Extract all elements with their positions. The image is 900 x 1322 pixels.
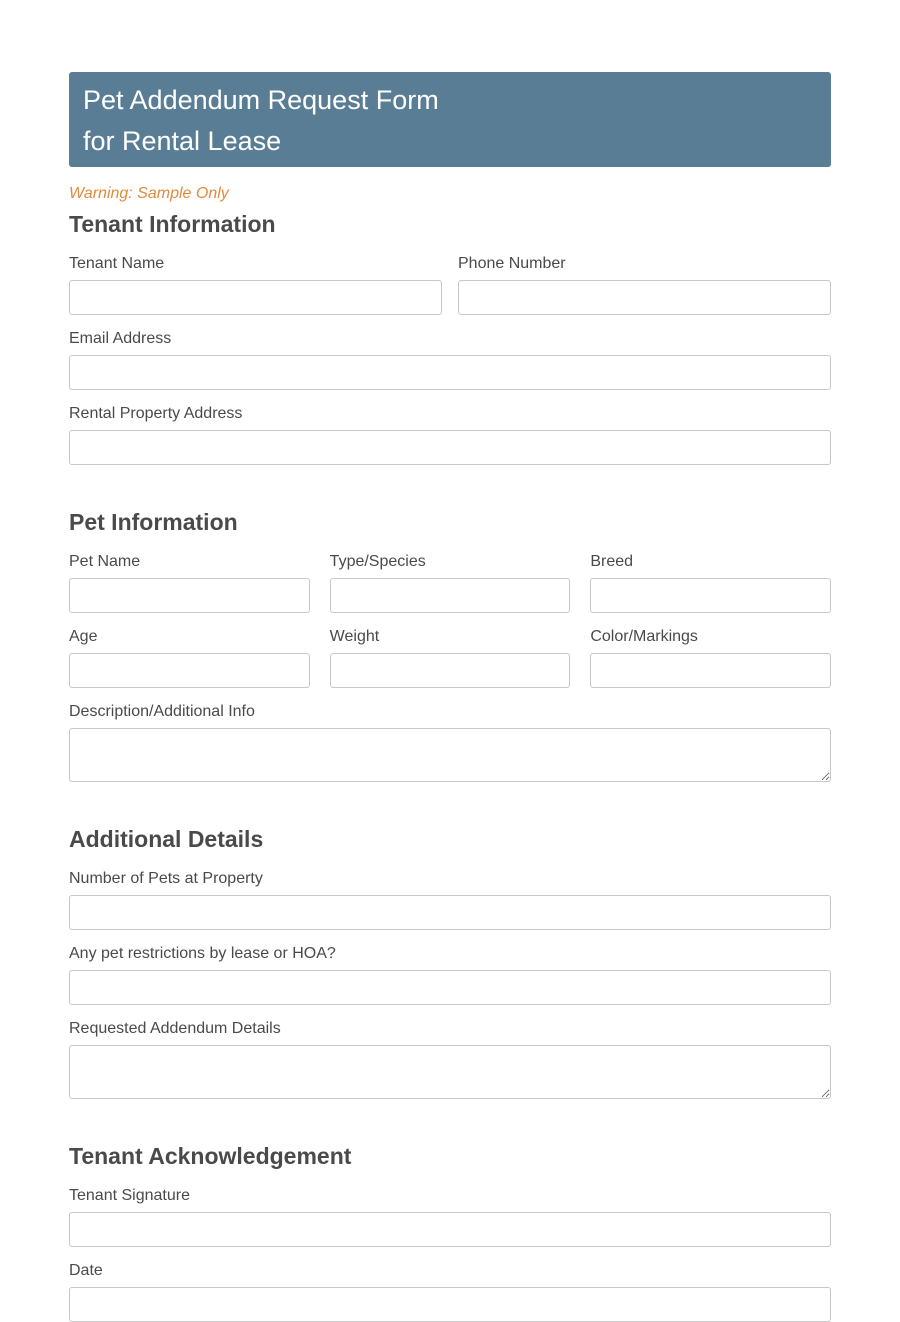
form-title-line-1: Pet Addendum Request Form (83, 85, 439, 115)
age-label: Age (69, 628, 98, 645)
form-title-line-2: for Rental Lease (83, 126, 282, 156)
date-field (69, 1262, 831, 1322)
number-of-pets-label: Number of Pets at Property (69, 870, 263, 887)
phone-number-field (458, 255, 831, 315)
pet-restrictions-field (69, 945, 831, 1005)
color-markings-field (590, 628, 831, 688)
tenant-signature-field (69, 1187, 831, 1247)
title-banner (69, 72, 831, 167)
tenant-signature-label: Tenant Signature (69, 1187, 190, 1204)
type-species-input[interactable] (330, 578, 571, 613)
phone-number-input[interactable] (458, 280, 831, 315)
requested-addendum-field (69, 1020, 831, 1099)
weight-field (330, 628, 571, 688)
additional-details-heading: Additional Details (69, 826, 264, 852)
pet-name-label: Pet Name (69, 553, 141, 570)
age-field (69, 628, 310, 688)
tenant-name-phone-row (69, 255, 831, 315)
email-address-field (69, 330, 831, 390)
requested-addendum-textarea[interactable] (69, 1045, 831, 1099)
tenant-signature-input[interactable] (69, 1212, 831, 1247)
breed-input[interactable] (590, 578, 831, 613)
color-markings-label: Color/Markings (590, 628, 698, 645)
tenant-name-label: Tenant Name (69, 255, 165, 272)
pet-restrictions-input[interactable] (69, 970, 831, 1005)
tenant-name-input[interactable] (69, 280, 442, 315)
pet-information-heading: Pet Information (69, 509, 238, 535)
requested-addendum-label: Requested Addendum Details (69, 1020, 281, 1037)
description-label: Description/Additional Info (69, 703, 255, 720)
breed-label: Breed (590, 553, 634, 570)
weight-input[interactable] (330, 653, 571, 688)
rental-property-address-input[interactable] (69, 430, 831, 465)
date-label: Date (69, 1262, 103, 1279)
type-species-label: Type/Species (329, 553, 426, 570)
tenant-information-heading: Tenant Information (69, 211, 276, 237)
date-input[interactable] (69, 1287, 831, 1322)
pet-row-2 (69, 628, 831, 688)
number-of-pets-field (69, 870, 831, 930)
email-address-label: Email Address (69, 330, 172, 347)
phone-number-label: Phone Number (458, 255, 566, 272)
weight-label: Weight (329, 628, 380, 645)
pet-addendum-form (69, 72, 831, 1322)
email-address-input[interactable] (69, 355, 831, 390)
rental-property-address-label: Rental Property Address (69, 405, 243, 422)
pet-name-field (69, 553, 310, 613)
rental-property-address-field (69, 405, 831, 465)
type-species-field (330, 553, 571, 613)
breed-field (590, 553, 831, 613)
number-of-pets-input[interactable] (69, 895, 831, 930)
description-field (69, 703, 831, 782)
tenant-acknowledgement-heading: Tenant Acknowledgement (69, 1143, 352, 1169)
warning-text: Warning: Sample Only (69, 185, 229, 202)
description-textarea[interactable] (69, 728, 831, 782)
pet-restrictions-label: Any pet restrictions by lease or HOA? (69, 945, 336, 962)
pet-row-1 (69, 553, 831, 613)
tenant-name-field (69, 255, 442, 315)
color-markings-input[interactable] (590, 653, 831, 688)
age-input[interactable] (69, 653, 310, 688)
pet-name-input[interactable] (69, 578, 310, 613)
